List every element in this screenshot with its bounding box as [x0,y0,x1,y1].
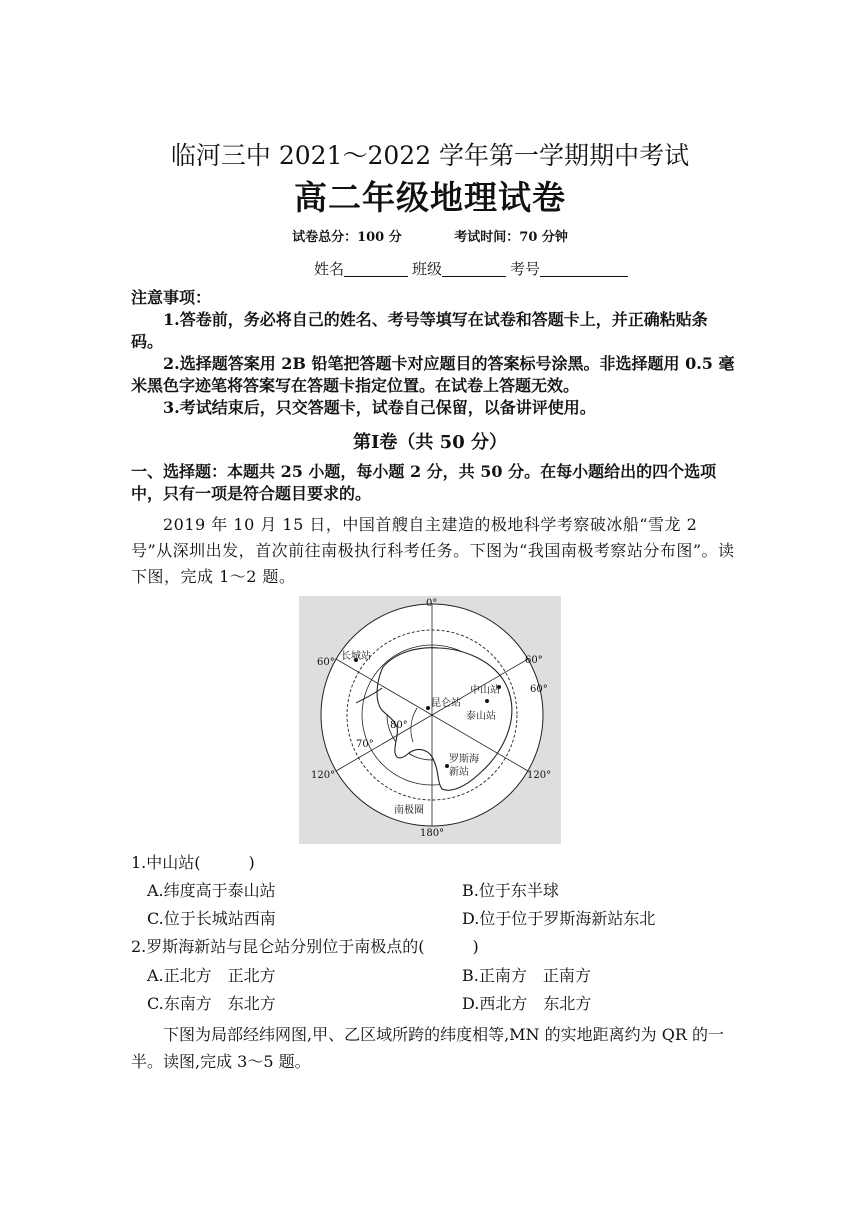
antarctic-stations-map [299,596,561,844]
antarctic-circle-label: 南极圈 [394,805,424,816]
lat-70-label: 70° [356,739,374,750]
taishan-station-label: 泰山站 [466,711,496,722]
lon-60-left-label: 60° [317,657,335,668]
rosssea-station-label-2: 新站 [449,767,469,778]
q1-option-d: D.位于位于罗斯海新站东北 [462,909,656,928]
exam-meta [0,226,860,245]
q2-stem: 2.罗斯海新站与昆仑站分别位于南极点的( ) [131,937,479,956]
lon-180-label: 180° [420,828,445,839]
lon-0-label: 0° [426,598,438,609]
lon-60-right-a-label: 60° [525,655,543,666]
student-info-fields [314,258,632,279]
lon-120-left-label: 120° [311,770,336,781]
note-item-2: 2.选择题答案用 2B 铅笔把答题卡对应题目的答案标号涂黑。非选择题用 0.5 毫米黑色字迹笔将答案写在答题卡指定位置。在试卷上答题无效。 [131,354,735,395]
lat-80-label: 80° [390,720,408,731]
q2-option-c: C.东南方 东北方 [147,994,276,1013]
total-score: 试卷总分：100 分 [292,230,402,245]
lon-60-right-b-label: 60° [530,684,548,695]
class-label: 班级 [412,260,443,278]
exam-title: 高二年级地理试卷 [294,178,566,217]
section-instructions: 一、选择题：本题共 25 小题，每小题 2 分，共 50 分。在每小题给出的四个选项中，只有一项是符合题目要求的。 [131,462,717,503]
passage-2: 下图为局部经纬网图,甲、乙区域所跨的纬度相等,MN 的实地距离约为 QR 的一半。读图,完成 3～5 题。 [131,1025,724,1071]
taishan-station-dot [485,699,489,703]
exam-time: 考试时间：70 分钟 [454,230,568,245]
q2-option-d: D.西北方 东北方 [462,994,592,1013]
changcheng-station-label: 长城站 [341,651,371,662]
name-blank[interactable] [344,262,408,277]
kunlun-station-label: 昆仑站 [431,698,461,709]
name-label: 姓名 [314,260,345,278]
rosssea-station-label-1: 罗斯海 [449,754,479,765]
q2-option-a: A.正北方 正北方 [147,966,276,985]
notes-heading: 注意事项： [131,288,212,307]
q1-option-c: C.位于长城站西南 [147,909,276,928]
section-title: 第Ⅰ卷（共 50 分） [352,432,507,453]
exam-no-label: 考号 [510,260,541,278]
passage-1: 2019 年 10 月 15 日，中国首艘自主建造的极地科学考察破冰船“雪龙 2 号”从深圳出发，首次前往南极执行科考任务。下图为“我国南极考察站分布图”。读下图，完成 1～2 题。 [131,515,735,586]
q1-option-b: B.位于东半球 [462,881,559,900]
note-item-1: 1.答卷前，务必将自己的姓名、考号等填写在试卷和答题卡上，并正确粘贴条码。 [131,310,708,351]
kunlun-station-dot [426,706,430,710]
lon-120-right-label: 120° [527,770,552,781]
zhongshan-station-label: 中山站 [470,685,500,696]
note-item-3: 3.考试结束后，只交答题卡，试卷自己保留，以备讲评使用。 [163,398,596,417]
q1-option-a: A.纬度高于泰山站 [147,881,276,900]
q2-option-b: B.正南方 正南方 [462,966,591,985]
exam-no-blank[interactable] [540,262,628,277]
exam-school-line: 临河三中 2021～2022 学年第一学期期中考试 [170,141,690,170]
class-blank[interactable] [442,262,506,277]
q1-stem: 1.中山站( ) [131,853,255,872]
